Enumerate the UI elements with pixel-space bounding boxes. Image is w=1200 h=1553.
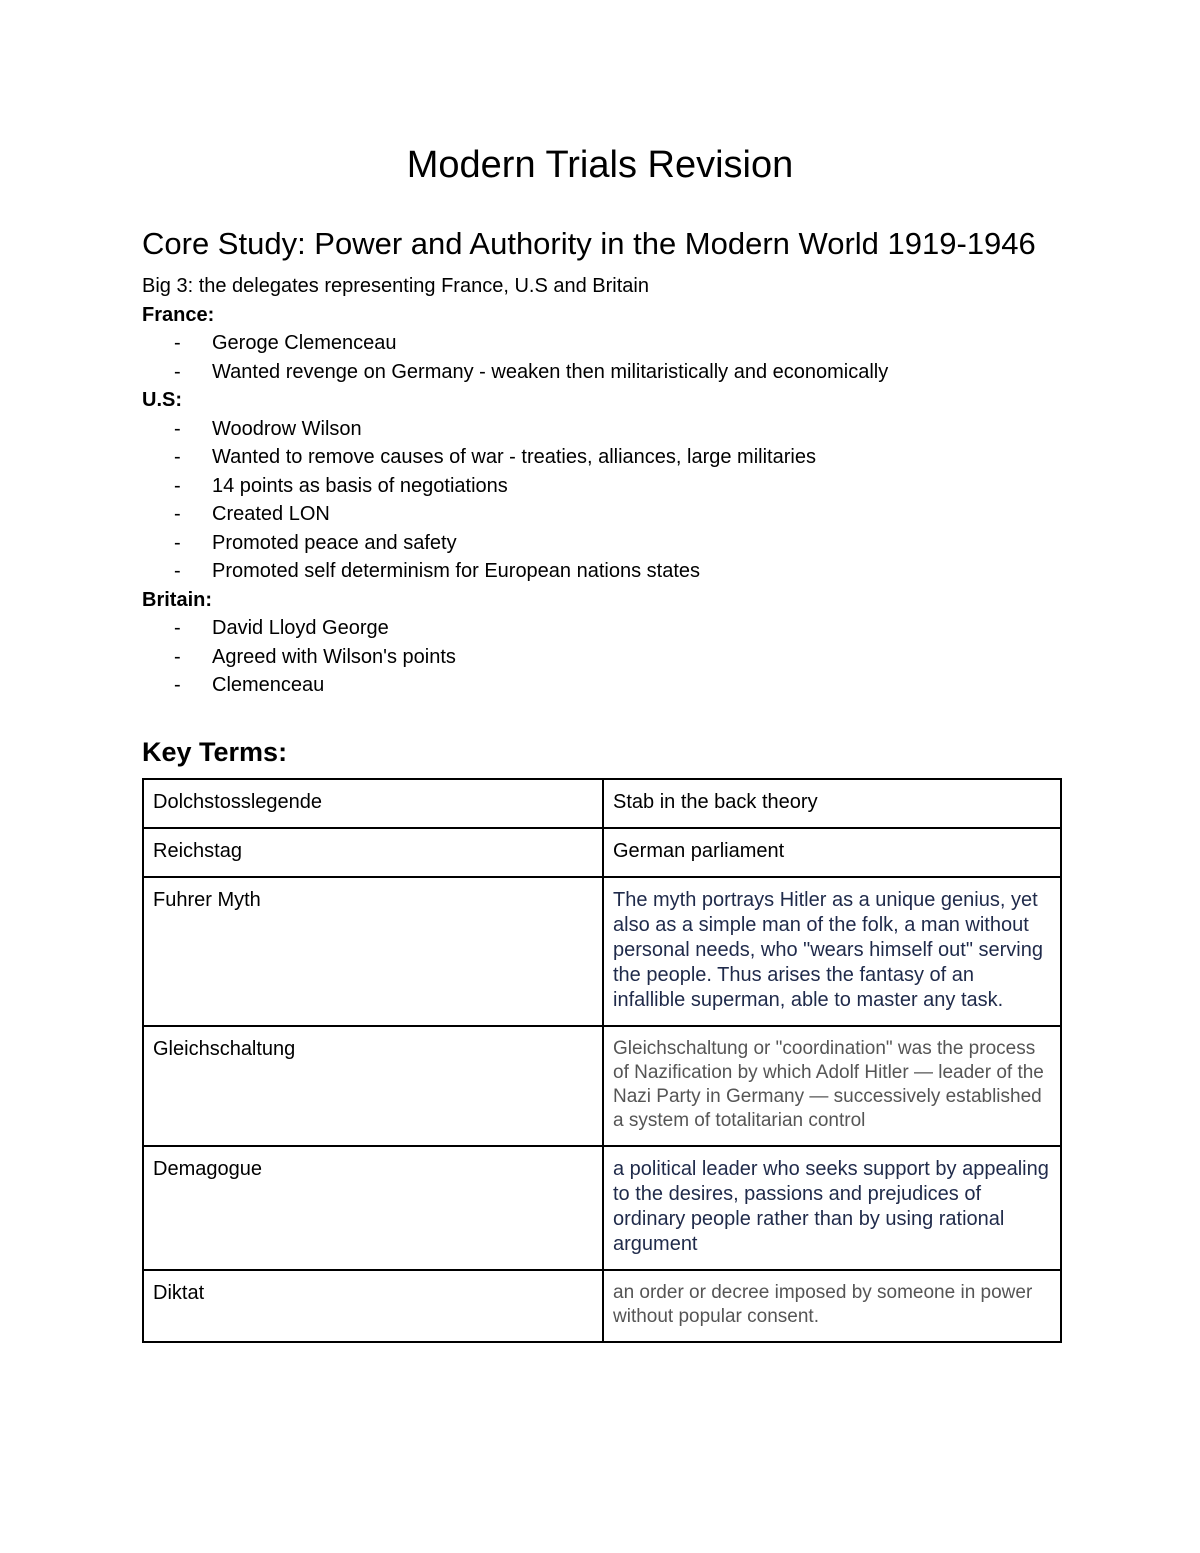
bullet-dash: - (174, 674, 181, 696)
table-row (143, 828, 1061, 877)
definition-cell: German parliament (603, 828, 1061, 877)
term-cell: Fuhrer Myth (143, 877, 603, 1026)
definition-cell: The myth portrays Hitler as a unique genius, yet also as a simple man of the folk, a man without personal needs, who "wears himself out" serving the people. Thus arises the fantasy of an infallible superman, able to master any task. (603, 877, 1061, 1026)
list-item: - David Lloyd George (142, 614, 1062, 643)
key-terms-table (142, 778, 1062, 1343)
list-item: - Agreed with Wilson's points (142, 643, 1062, 672)
definition-cell: a political leader who seeks support by appealing to the desires, passions and prejudices of ordinary people rather than by using rational argument (603, 1146, 1061, 1270)
bullet-dash: - (174, 503, 181, 525)
list-item: - Wanted to remove causes of war - treaties, alliances, large militaries (142, 443, 1062, 472)
britain-list (142, 614, 1062, 700)
bullet-dash: - (174, 560, 181, 582)
list-item: - Promoted self determinism for European nations states (142, 557, 1062, 586)
bullet-dash: - (174, 417, 181, 440)
definition-cell: Stab in the back theory (603, 779, 1061, 828)
list-item: - Geroge Clemenceau (142, 329, 1062, 358)
list-item: - Created LON (142, 500, 1062, 529)
bullet-dash: - (174, 531, 181, 554)
bullet-dash: - (174, 446, 181, 468)
list-item: - Wanted revenge on Germany - weaken then militaristically and economically (142, 358, 1062, 387)
term-cell: Demagogue (143, 1146, 603, 1270)
list-item: - Woodrow Wilson (142, 415, 1062, 444)
definition-cell: an order or decree imposed by someone in power without popular consent. (603, 1270, 1061, 1342)
bullet-dash: - (174, 645, 181, 668)
group-label-us: U.S: (142, 389, 182, 411)
table-row (143, 1270, 1061, 1342)
table-row (143, 1026, 1061, 1146)
term-cell: Dolchstosslegende (143, 779, 603, 828)
definition-cell: Gleichschaltung or "coordination" was the process of Nazification by which Adolf Hitler — leader of the Nazi Party in Germany — successively established a system of totalitarian control (603, 1026, 1061, 1146)
table-row (143, 1146, 1061, 1270)
bullet-dash: - (174, 332, 181, 354)
list-item: - Promoted peace and safety (142, 529, 1062, 558)
france-list (142, 329, 1062, 386)
core-study-heading: Core Study: Power and Authority in the Modern World 1919-1946 (142, 226, 1036, 261)
us-list (142, 415, 1062, 586)
term-cell: Reichstag (143, 828, 603, 877)
intro-text: Big 3: the delegates representing France, U.S and Britain (142, 275, 649, 297)
list-item: - Clemenceau (142, 671, 1062, 700)
key-terms-heading: Key Terms: (142, 737, 288, 767)
table-row (143, 779, 1061, 828)
bullet-dash: - (174, 617, 181, 639)
term-cell: Gleichschaltung (143, 1026, 603, 1146)
term-cell: Diktat (143, 1270, 603, 1342)
group-label-france: France: (142, 303, 215, 326)
group-label-britain: Britain: (142, 588, 212, 611)
table-row (143, 877, 1061, 1026)
list-item: - 14 points as basis of negotiations (142, 472, 1062, 501)
bullet-dash: - (174, 360, 181, 383)
bullet-dash: - (174, 474, 181, 497)
document-title: Modern Trials Revision (406, 144, 794, 186)
big-three-notes (142, 272, 1062, 700)
